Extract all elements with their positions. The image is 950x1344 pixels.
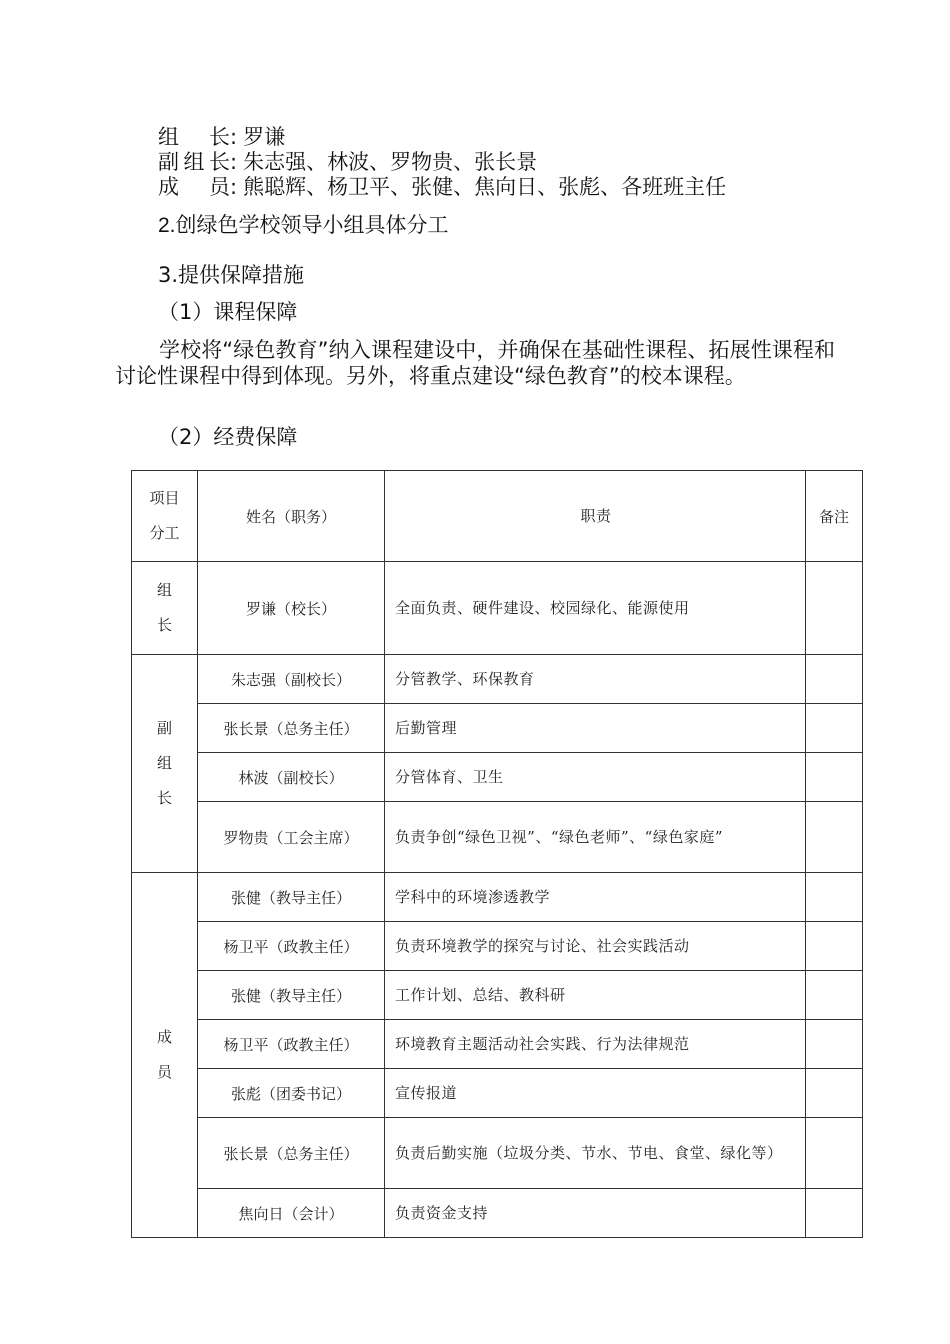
members-value: 熊聪辉、杨卫平、张健、焦向日、张彪、各班班主任 [243, 175, 727, 199]
table-row [132, 1069, 863, 1118]
group-leader [132, 562, 198, 655]
section2-number: 2. [158, 214, 176, 237]
header-duty: 职责 [385, 471, 806, 562]
group-deputy-char: 长 [156, 789, 172, 807]
row-name: 张长景（总务主任） [198, 704, 385, 753]
row-note [806, 704, 863, 753]
section3-heading: 3.提供保障措施 [158, 263, 305, 287]
table-row [132, 562, 863, 655]
group-deputy [132, 655, 198, 873]
row-duty: 负责后勤实施（垃圾分类、节水、节电、食堂、绿化等） [385, 1118, 806, 1189]
row-name: 罗物贵（工会主席） [198, 802, 385, 873]
row-name: 张健（教导主任） [198, 971, 385, 1020]
header-note: 备注 [806, 471, 863, 562]
row-name: 焦向日（会计） [198, 1189, 385, 1238]
table-row [132, 971, 863, 1020]
row-note [806, 1189, 863, 1238]
colon: : [230, 125, 238, 149]
leader-value: 罗谦 [243, 125, 286, 149]
course-guarantee-heading: （1）课程保障 [158, 300, 298, 324]
section2-heading [158, 212, 449, 239]
colon: : [230, 175, 238, 199]
row-name: 朱志强（副校长） [198, 655, 385, 704]
members-line [158, 174, 726, 200]
row-note [806, 1020, 863, 1069]
header-name: 姓名（职务） [198, 471, 385, 562]
table-header-row [132, 471, 863, 562]
header-category-line2: 分工 [149, 524, 180, 542]
row-duty: 负责资金支持 [385, 1189, 806, 1238]
table-row [132, 655, 863, 704]
header-category [132, 471, 198, 562]
row-name: 林波（副校长） [198, 753, 385, 802]
row-note [806, 1069, 863, 1118]
row-note [806, 922, 863, 971]
group-leader-char: 组 [156, 581, 172, 599]
group-leader-char: 长 [156, 616, 172, 634]
table-row [132, 753, 863, 802]
row-duty: 全面负责、硬件建设、校园绿化、能源使用 [385, 562, 806, 655]
row-duty: 负责环境教学的探究与讨论、社会实践活动 [385, 922, 806, 971]
deputy-label: 副组长 [158, 150, 230, 174]
row-duty: 分管体育、卫生 [385, 753, 806, 802]
leader-line [158, 124, 285, 150]
members-label: 成 员 [158, 175, 230, 199]
funding-guarantee-heading: （2）经费保障 [158, 425, 298, 449]
row-duty: 环境教育主题活动社会实践、行为法律规范 [385, 1020, 806, 1069]
row-duty: 分管教学、环保教育 [385, 655, 806, 704]
section2-title: 创绿色学校领导小组具体分工 [175, 213, 449, 237]
deputy-line [158, 149, 537, 175]
row-duty: 负责争创“绿色卫视”、“绿色老师”、“绿色家庭” [385, 802, 806, 873]
row-note [806, 753, 863, 802]
row-name: 罗谦（校长） [198, 562, 385, 655]
leader-label: 组 长 [158, 125, 230, 149]
division-table [131, 470, 863, 1238]
row-name: 杨卫平（政教主任） [198, 1020, 385, 1069]
row-name: 张健（教导主任） [198, 873, 385, 922]
table-row [132, 1118, 863, 1189]
deputy-value: 朱志强、林波、罗物贵、张长景 [243, 150, 538, 174]
table-row [132, 922, 863, 971]
group-members-char: 成 [156, 1028, 172, 1046]
table-row [132, 1020, 863, 1069]
course-guarantee-paragraph: 学校将“绿色教育”纳入课程建设中，并确保在基础性课程、拓展性课程和讨论性课程中得到体现。另外，将重点建设“绿色教育”的校本课程。 [115, 338, 835, 388]
row-name: 张长景（总务主任） [198, 1118, 385, 1189]
row-note [806, 802, 863, 873]
row-duty: 宣传报道 [385, 1069, 806, 1118]
row-name: 杨卫平（政教主任） [198, 922, 385, 971]
row-note [806, 562, 863, 655]
row-duty: 后勤管理 [385, 704, 806, 753]
header-category-line1: 项目 [149, 489, 180, 507]
row-note [806, 971, 863, 1020]
table-row [132, 873, 863, 922]
row-name: 张彪（团委书记） [198, 1069, 385, 1118]
group-members-char: 员 [156, 1063, 172, 1081]
row-note [806, 655, 863, 704]
row-note [806, 1118, 863, 1189]
colon: : [230, 150, 238, 174]
table-row [132, 704, 863, 753]
row-note [806, 873, 863, 922]
row-duty: 工作计划、总结、教科研 [385, 971, 806, 1020]
table-row [132, 802, 863, 873]
table-row [132, 1189, 863, 1238]
row-duty: 学科中的环境渗透教学 [385, 873, 806, 922]
group-members [132, 873, 198, 1238]
group-deputy-char: 组 [156, 754, 172, 772]
group-deputy-char: 副 [156, 719, 172, 737]
